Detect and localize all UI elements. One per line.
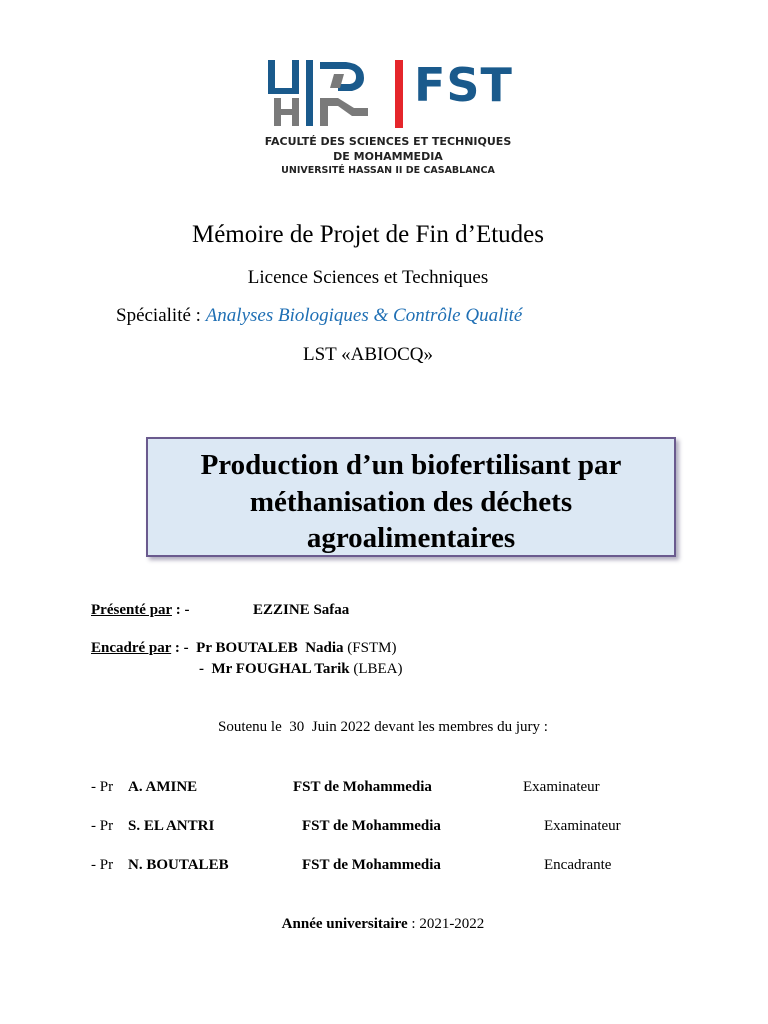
supervisor2-prefix: - bbox=[199, 661, 212, 677]
supervised-separator: : - bbox=[171, 640, 197, 656]
university-name: UNIVERSITÉ HASSAN II DE CASABLANCA bbox=[281, 165, 495, 176]
faculty-name-line2: DE MOHAMMEDIA bbox=[333, 150, 443, 163]
academic-year-line bbox=[0, 917, 766, 932]
academic-year-label: Année universitaire bbox=[281, 916, 408, 932]
supervisor1-name: Pr BOUTALEB Nadia bbox=[196, 640, 344, 656]
jury-institution: FST de Mohammedia bbox=[293, 779, 432, 795]
jury-prefix: - Pr bbox=[91, 818, 121, 834]
student-name: EZZINE Safaa bbox=[253, 602, 350, 618]
thesis-title-line1: Production d’un biofertilisant par bbox=[200, 449, 622, 481]
supervisor2-name: Mr FOUGHAL Tarik bbox=[211, 661, 350, 677]
defense-line: Soutenu le 30 Juin 2022 devant les membres du jury : bbox=[218, 719, 548, 735]
specialite-label: Spécialité bbox=[116, 305, 191, 326]
academic-year-value: 2021-2022 bbox=[419, 916, 485, 932]
supervisor2-line bbox=[199, 662, 402, 677]
thesis-title-line2: méthanisation des déchets bbox=[249, 486, 573, 518]
fst-logo-text: FST bbox=[414, 58, 513, 112]
thesis-title-line3: agroalimentaires bbox=[306, 522, 516, 554]
logo-red-bar bbox=[395, 60, 403, 128]
supervisor2-affiliation: (LBEA) bbox=[349, 661, 403, 677]
jury-institution: FST de Mohammedia bbox=[302, 857, 441, 873]
jury-role: Examinateur bbox=[523, 779, 600, 795]
jury-institution: FST de Mohammedia bbox=[302, 818, 441, 834]
jury-name: A. AMINE bbox=[128, 779, 198, 795]
specialite-value: Analyses Biologiques & Contrôle Qualité bbox=[205, 305, 523, 326]
academic-year-separator: : bbox=[407, 916, 420, 932]
jury-role: Examinateur bbox=[544, 818, 621, 834]
supervised-label: Encadré par bbox=[91, 640, 172, 656]
lst-line: LST «ABIOCQ» bbox=[302, 344, 434, 365]
jury-name: S. EL ANTRI bbox=[128, 818, 215, 834]
specialite-line bbox=[116, 306, 522, 325]
faculty-name-line1: FACULTÉ DES SCIENCES ET TECHNIQUES bbox=[264, 135, 512, 148]
supervisor1-affiliation: (FSTM) bbox=[343, 640, 397, 656]
licence-line: Licence Sciences et Techniques bbox=[247, 267, 489, 288]
jury-name: N. BOUTALEB bbox=[128, 857, 229, 873]
jury-role: Encadrante bbox=[544, 857, 612, 873]
presented-by-line bbox=[91, 603, 189, 618]
presented-label: Présenté par bbox=[91, 602, 172, 618]
jury-prefix: - Pr bbox=[91, 857, 121, 873]
supervised-by-line bbox=[91, 641, 396, 656]
jury-prefix: - Pr bbox=[91, 779, 121, 795]
memoire-heading: Mémoire de Projet de Fin d’Etudes bbox=[191, 221, 544, 248]
specialite-separator: : bbox=[190, 305, 206, 326]
presented-separator: : - bbox=[171, 602, 190, 618]
uh2c-logo-icon bbox=[268, 58, 378, 128]
